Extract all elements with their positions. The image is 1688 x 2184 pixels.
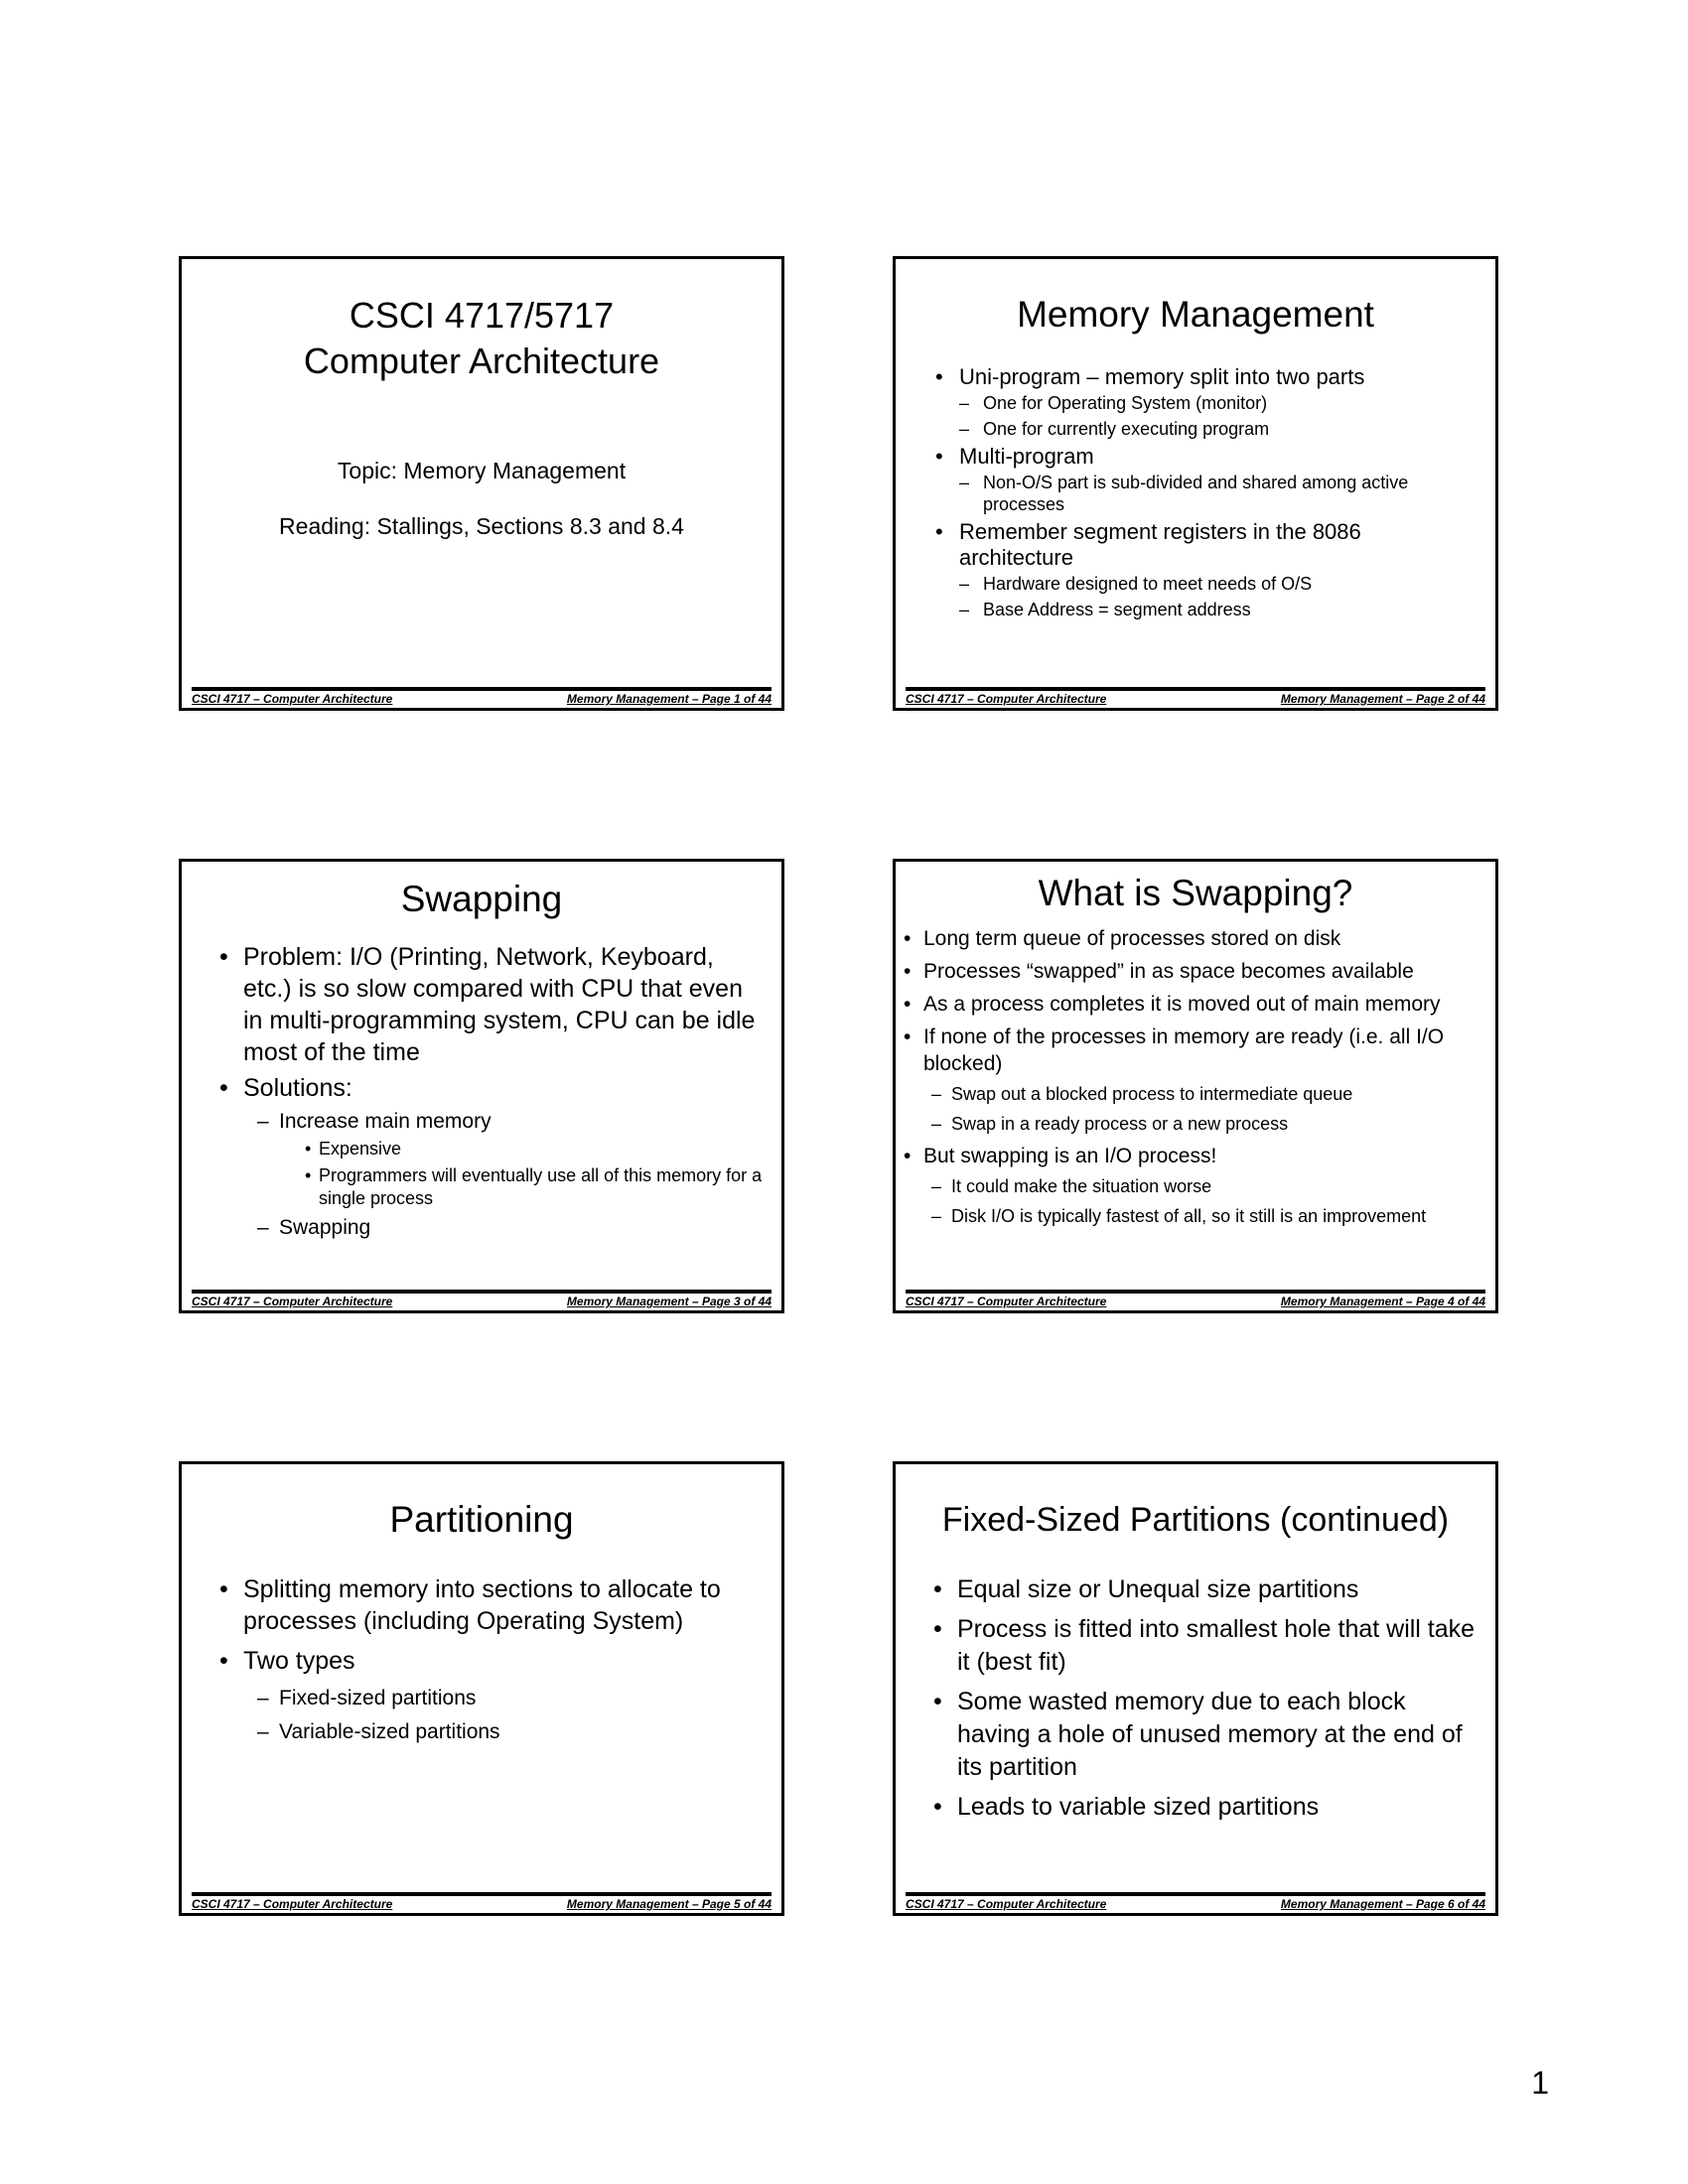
- slide-body: [931, 1573, 1477, 1831]
- slide-title: Fixed-Sized Partitions (continued): [941, 1501, 1450, 1539]
- sub-bullet: – Variable-sized partitions: [217, 1718, 764, 1746]
- footer-page: Memory Management – Page 2 of 44: [1280, 692, 1485, 706]
- slide-body: [217, 941, 764, 1244]
- slide-body: [900, 925, 1487, 1235]
- footer-page: Memory Management – Page 4 of 44: [1280, 1295, 1485, 1308]
- sub-sub-bullet: • Programmers will eventually use all of this memory for a single process: [217, 1164, 764, 1210]
- slide-title: Partitioning: [389, 1499, 574, 1540]
- sub-bullet: – Disk I/O is typically fastest of all, so it still is an improvement: [900, 1205, 1487, 1227]
- bullet: • As a process completes it is moved out of main memory: [900, 991, 1487, 1018]
- sub-bullet: – Increase main memory: [217, 1108, 764, 1136]
- footer-course: CSCI 4717 – Computer Architecture: [192, 1295, 393, 1308]
- slide-footer: [906, 1290, 1485, 1308]
- bullet: • Two types: [217, 1645, 764, 1677]
- slide-4: [893, 859, 1498, 1313]
- sub-sub-bullet: • Expensive: [217, 1138, 764, 1160]
- slide-footer: [192, 687, 772, 706]
- sub-bullet: – Base Address = segment address: [933, 599, 1477, 620]
- bullet: • Some wasted memory due to each block having a hole of unused memory at the end of its partition: [931, 1686, 1477, 1784]
- slide-footer: [906, 687, 1485, 706]
- sub-bullet: – It could make the situation worse: [900, 1175, 1487, 1197]
- slide-footer: [192, 1892, 772, 1911]
- footer-page: Memory Management – Page 6 of 44: [1280, 1897, 1485, 1911]
- slide-title: Swapping: [400, 879, 563, 919]
- footer-course: CSCI 4717 – Computer Architecture: [192, 692, 393, 706]
- slide-body: [933, 364, 1477, 624]
- slide-body: [217, 1573, 764, 1752]
- footer-course: CSCI 4717 – Computer Architecture: [906, 1295, 1107, 1308]
- footer-course: CSCI 4717 – Computer Architecture: [192, 1897, 393, 1911]
- bullet: • Splitting memory into sections to allocate to processes (including Operating System): [217, 1573, 764, 1637]
- bullet: • Multi-program: [933, 444, 1477, 470]
- slide-title: What is Swapping?: [1038, 873, 1353, 913]
- bullet: • But swapping is an I/O process!: [900, 1143, 1487, 1169]
- title-line-1: CSCI 4717/5717: [349, 295, 615, 336]
- slide-footer: [192, 1290, 772, 1308]
- footer-page: Memory Management – Page 3 of 44: [566, 1295, 772, 1308]
- slide-title: [182, 293, 781, 384]
- title-line-2: Computer Architecture: [303, 341, 660, 381]
- slide-3: [179, 859, 784, 1313]
- sub-bullet: – Swap out a blocked process to intermediate queue: [900, 1083, 1487, 1105]
- sub-bullet: – Swapping: [217, 1214, 764, 1242]
- bullet: • Processes “swapped” in as space becomes available: [900, 958, 1487, 985]
- slide-2: [893, 256, 1498, 711]
- reading-text: Reading: Stallings, Sections 8.3 and 8.4: [279, 513, 684, 539]
- sub-bullet: – One for currently executing program: [933, 418, 1477, 440]
- bullet: • Problem: I/O (Printing, Network, Keyboard, etc.) is so slow compared with CPU that even in multi-programming system, CPU can be idle most of the time: [217, 941, 764, 1068]
- footer-page: Memory Management – Page 5 of 44: [566, 1897, 772, 1911]
- topic-text: Topic: Memory Management: [337, 458, 627, 483]
- sub-bullet: – Fixed-sized partitions: [217, 1685, 764, 1712]
- bullet: • Uni-program – memory split into two parts: [933, 364, 1477, 390]
- bullet: • Equal size or Unequal size partitions: [931, 1573, 1477, 1606]
- sub-bullet: – Hardware designed to meet needs of O/S: [933, 573, 1477, 595]
- sub-bullet: – Swap in a ready process or a new process: [900, 1113, 1487, 1135]
- bullet: • Solutions:: [217, 1072, 764, 1104]
- slide-footer: [906, 1892, 1485, 1911]
- bullet: • If none of the processes in memory are ready (i.e. all I/O blocked): [900, 1024, 1487, 1077]
- sub-bullet: – One for Operating System (monitor): [933, 392, 1477, 414]
- bullet: • Remember segment registers in the 8086 architecture: [933, 519, 1477, 571]
- page-number: 1: [1531, 2065, 1549, 2101]
- slide-title: Memory Management: [1017, 294, 1374, 335]
- sub-bullet: – Non-O/S part is sub-divided and shared among active processes: [933, 472, 1477, 515]
- footer-course: CSCI 4717 – Computer Architecture: [906, 1897, 1107, 1911]
- footer-course: CSCI 4717 – Computer Architecture: [906, 692, 1107, 706]
- slide-5: [179, 1461, 784, 1916]
- bullet: • Long term queue of processes stored on disk: [900, 925, 1487, 952]
- slide-1: [179, 256, 784, 711]
- bullet: • Leads to variable sized partitions: [931, 1791, 1477, 1824]
- bullet: • Process is fitted into smallest hole that will take it (best fit): [931, 1613, 1477, 1679]
- footer-page: Memory Management – Page 1 of 44: [566, 692, 772, 706]
- slide-6: [893, 1461, 1498, 1916]
